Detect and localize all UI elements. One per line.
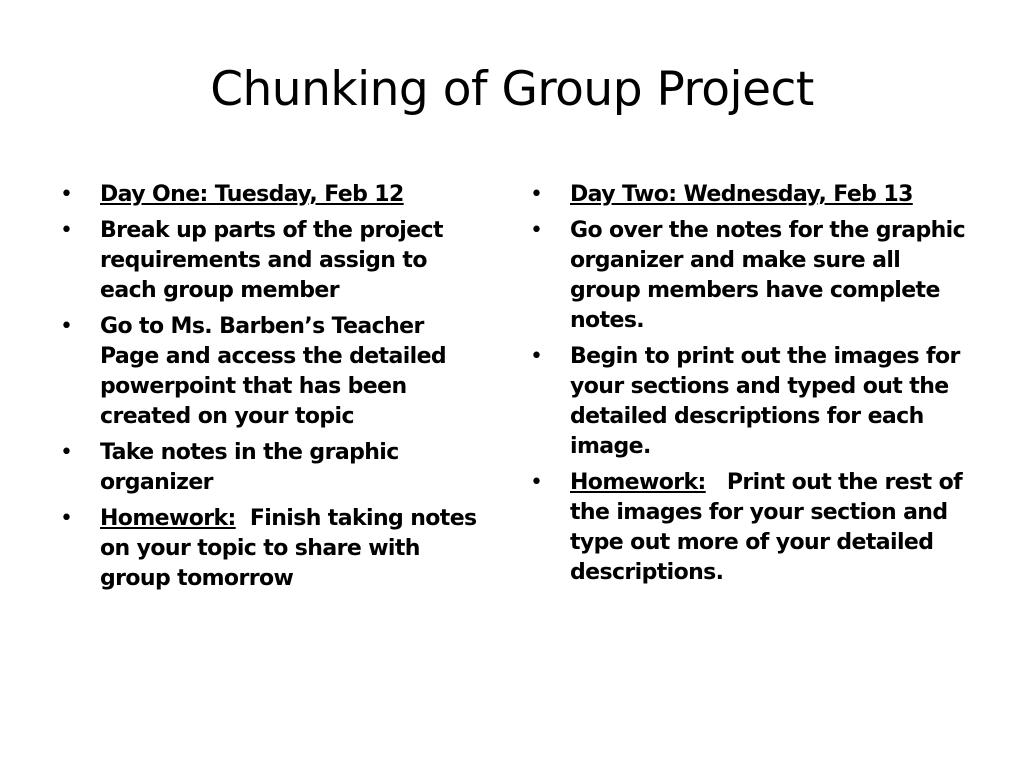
right-list-item — [530, 216, 970, 336]
bullet-icon: • — [530, 344, 543, 369]
homework-text: Finish taking notes on your topic to share with group tomorrow — [100, 506, 484, 591]
right-list-item — [530, 342, 970, 462]
left-list-item — [60, 312, 480, 432]
slide-title: Chunking of Group Project — [210, 62, 814, 117]
bullet-icon: • — [530, 218, 543, 243]
right-column-list — [530, 180, 970, 594]
homework-text: Print out the rest of the images for your section and type out more of your detailed descriptions. — [570, 470, 970, 585]
day-two-heading: Day Two: Wednesday, Feb 13 — [570, 182, 913, 207]
left-homework-item — [60, 504, 484, 594]
bullet-icon: • — [60, 440, 73, 465]
homework-label: Homework: — [570, 470, 706, 495]
left-heading-item — [60, 180, 480, 210]
list-item-text: Go to Ms. Barben’s Teacher Page and access the detailed powerpoint that has been created on your topic — [100, 314, 447, 429]
list-item-text: Take notes in the graphic organizer — [100, 440, 399, 495]
bullet-icon: • — [530, 182, 543, 207]
left-list-item — [60, 216, 480, 306]
bullet-icon: • — [60, 506, 73, 531]
left-column-list — [60, 180, 484, 600]
bullet-icon: • — [60, 218, 73, 243]
bullet-icon: • — [60, 314, 73, 339]
list-item-text: Go over the notes for the graphic organizer and make sure all group members have complete notes. — [570, 218, 966, 333]
right-heading-item — [530, 180, 970, 210]
bullet-icon: • — [60, 182, 73, 207]
left-list-item — [60, 438, 480, 498]
bullet-icon: • — [530, 470, 543, 495]
day-one-heading: Day One: Tuesday, Feb 12 — [100, 182, 404, 207]
list-item-text: Begin to print out the images for your sections and typed out the detailed descriptions for each image. — [570, 344, 960, 459]
homework-label: Homework: — [100, 506, 236, 531]
list-item-text: Break up parts of the project requirements and assign to each group member — [100, 218, 443, 303]
right-homework-item — [530, 468, 970, 588]
